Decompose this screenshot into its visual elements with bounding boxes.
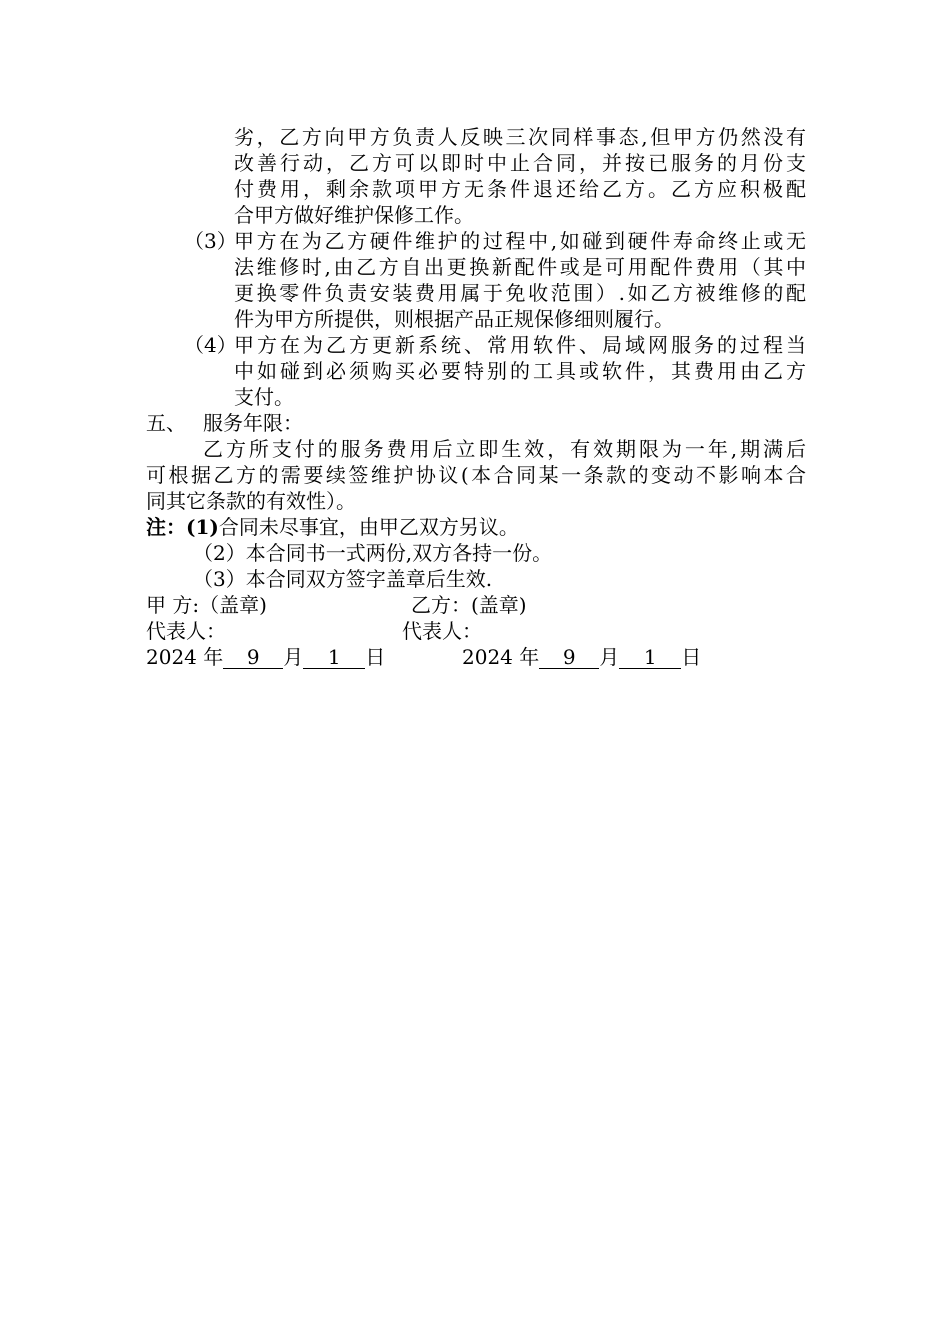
paragraph-line: 甲方在为乙方硬件维护的过程中,如碰到硬件寿命终止或无 [234, 229, 806, 253]
paragraph-line: 劣，乙方向甲方负责人反映三次同样事态,但甲方仍然没有 [234, 125, 806, 149]
party-b-seal: 乙方：(盖章) [411, 593, 527, 617]
note-line: （2）本合同书一式两份,双方各持一份。 [193, 541, 553, 565]
party-a-date [146, 644, 385, 670]
note-line [146, 514, 519, 540]
paragraph-line: 可根据乙方的需要续签维护协议(本合同某一条款的变动不影响本合 [146, 463, 806, 487]
note-number: (1) [186, 515, 219, 539]
party-b-representative: 代表人： [402, 619, 482, 643]
item-number: （4） [184, 333, 237, 357]
date-day: 1 [303, 646, 365, 669]
date-year-unit: 年 [203, 645, 224, 669]
paragraph-line: 支付。 [234, 385, 294, 409]
paragraph-line: 甲方在为乙方更新系统、常用软件、局域网服务的过程当 [234, 333, 806, 357]
note-line: （3）本合同双方签字盖章后生效. [193, 567, 493, 591]
note-label: 注： [146, 515, 186, 539]
date-year: 2024 [462, 645, 513, 669]
item-number: （3） [184, 229, 237, 253]
date-day-unit: 日 [365, 645, 386, 669]
date-day-unit: 日 [681, 645, 702, 669]
paragraph-line: 乙方所支付的服务费用后立即生效，有效期限为一年,期满后 [203, 437, 806, 461]
date-month-unit: 月 [283, 645, 304, 669]
party-b-date [462, 644, 701, 670]
party-a-seal: 甲 方:（盖章) [146, 593, 267, 617]
date-year-unit: 年 [519, 645, 540, 669]
section-title: 服务年限： [203, 411, 303, 435]
paragraph-line: 合甲方做好维护保修工作。 [234, 203, 474, 227]
date-year: 2024 [146, 645, 197, 669]
paragraph-line: 改善行动，乙方可以即时中止合同，并按已服务的月份支 [234, 151, 806, 175]
note-text: 合同未尽事宜，由甲乙双方另议。 [218, 515, 519, 539]
paragraph-line: 付费用，剩余款项甲方无条件退还给乙方。乙方应积极配 [234, 177, 806, 201]
date-month-unit: 月 [599, 645, 620, 669]
section-number: 五、 [146, 411, 186, 435]
paragraph-line: 同其它条款的有效性）。 [146, 489, 356, 513]
date-day: 1 [619, 646, 681, 669]
date-month: 9 [539, 646, 599, 669]
paragraph-line: 更换零件负责安装费用属于免收范围）.如乙方被维修的配 [234, 281, 806, 305]
paragraph-line: 法维修时,由乙方自出更换新配件或是可用配件费用（其中 [234, 255, 806, 279]
date-month: 9 [223, 646, 283, 669]
paragraph-line: 中如碰到必须购买必要特别的工具或软件，其费用由乙方 [234, 359, 806, 383]
paragraph-line: 件为甲方所提供，则根据产品正规保修细则履行。 [234, 307, 674, 331]
party-a-representative: 代表人： [146, 619, 226, 643]
